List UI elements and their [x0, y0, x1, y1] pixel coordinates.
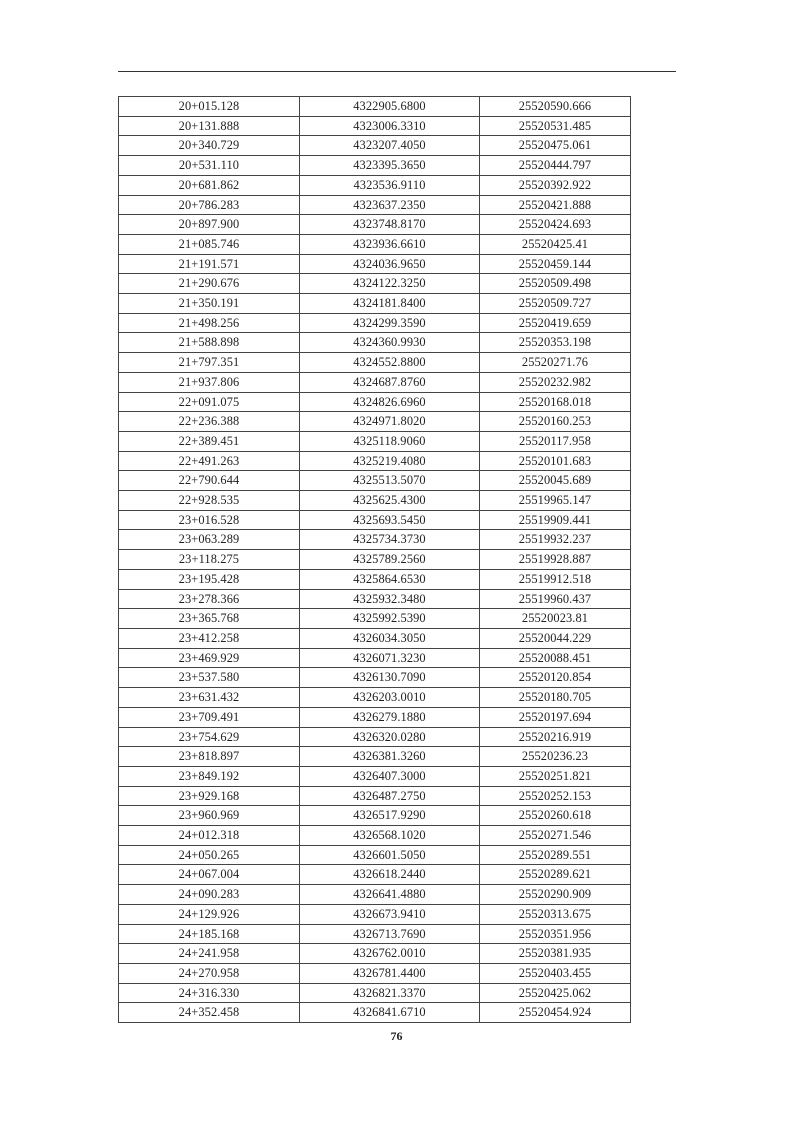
- northing-cell: 4325513.5070: [300, 471, 480, 491]
- table-row: [119, 274, 631, 294]
- station-cell: 23+016.528: [119, 510, 300, 530]
- northing-cell: 4326071.3230: [300, 648, 480, 668]
- easting-cell: 25520232.982: [480, 372, 631, 392]
- easting-cell: 25520403.455: [480, 963, 631, 983]
- northing-cell: 4326487.2750: [300, 786, 480, 806]
- station-cell: 23+365.768: [119, 609, 300, 629]
- station-cell: 23+754.629: [119, 727, 300, 747]
- easting-cell: 25520509.727: [480, 294, 631, 314]
- easting-cell: 25520454.924: [480, 1003, 631, 1023]
- northing-cell: 4325118.9060: [300, 431, 480, 451]
- easting-cell: 25520023.81: [480, 609, 631, 629]
- northing-cell: 4323748.8170: [300, 215, 480, 235]
- northing-cell: 4323207.4050: [300, 136, 480, 156]
- northing-cell: 4326641.4880: [300, 885, 480, 905]
- station-cell: 21+191.571: [119, 254, 300, 274]
- station-cell: 24+090.283: [119, 885, 300, 905]
- northing-cell: 4326203.0010: [300, 688, 480, 708]
- table-row: [119, 254, 631, 274]
- table-row: [119, 372, 631, 392]
- station-cell: 23+278.366: [119, 589, 300, 609]
- northing-cell: 4324299.3590: [300, 313, 480, 333]
- easting-cell: 25520392.922: [480, 175, 631, 195]
- table-row: [119, 195, 631, 215]
- northing-cell: 4324687.8760: [300, 372, 480, 392]
- northing-cell: 4325734.3730: [300, 530, 480, 550]
- table-row: [119, 924, 631, 944]
- northing-cell: 4326762.0010: [300, 944, 480, 964]
- station-cell: 22+236.388: [119, 412, 300, 432]
- easting-cell: 25520424.693: [480, 215, 631, 235]
- northing-cell: 4322905.6800: [300, 97, 480, 117]
- easting-cell: 25520290.909: [480, 885, 631, 905]
- table-row: [119, 175, 631, 195]
- station-cell: 23+849.192: [119, 766, 300, 786]
- northing-cell: 4324181.8400: [300, 294, 480, 314]
- easting-cell: 25520271.76: [480, 353, 631, 373]
- table-row: [119, 865, 631, 885]
- easting-cell: 25519928.887: [480, 550, 631, 570]
- page-number: 76: [390, 1029, 403, 1043]
- northing-cell: 4325932.3480: [300, 589, 480, 609]
- northing-cell: 4326320.0280: [300, 727, 480, 747]
- table-row: [119, 294, 631, 314]
- easting-cell: 25520044.229: [480, 628, 631, 648]
- table-row: [119, 234, 631, 254]
- easting-cell: 25520444.797: [480, 156, 631, 176]
- table-row: [119, 826, 631, 846]
- easting-cell: 25520271.546: [480, 826, 631, 846]
- northing-cell: 4326381.3260: [300, 747, 480, 767]
- station-cell: 21+588.898: [119, 333, 300, 353]
- table-row: [119, 412, 631, 432]
- northing-cell: 4326781.4400: [300, 963, 480, 983]
- station-cell: 24+185.168: [119, 924, 300, 944]
- northing-cell: 4323006.3310: [300, 116, 480, 136]
- station-cell: 23+929.168: [119, 786, 300, 806]
- table-row: [119, 353, 631, 373]
- table-row: [119, 116, 631, 136]
- station-cell: 20+131.888: [119, 116, 300, 136]
- northing-cell: 4323536.9110: [300, 175, 480, 195]
- station-cell: 23+195.428: [119, 569, 300, 589]
- northing-cell: 4324826.6960: [300, 392, 480, 412]
- northing-cell: 4326841.6710: [300, 1003, 480, 1023]
- table-row: [119, 451, 631, 471]
- station-cell: 20+531.110: [119, 156, 300, 176]
- northing-cell: 4326821.3370: [300, 983, 480, 1003]
- table-row: [119, 471, 631, 491]
- table-row: [119, 97, 631, 117]
- northing-cell: 4325789.2560: [300, 550, 480, 570]
- northing-cell: 4326601.5050: [300, 845, 480, 865]
- station-cell: 23+063.289: [119, 530, 300, 550]
- easting-cell: 25520260.618: [480, 806, 631, 826]
- table-row: [119, 431, 631, 451]
- table-row: [119, 609, 631, 629]
- easting-cell: 25519932.237: [480, 530, 631, 550]
- table-row: [119, 766, 631, 786]
- easting-cell: 25520313.675: [480, 904, 631, 924]
- northing-cell: 4325625.4300: [300, 491, 480, 511]
- easting-cell: 25520045.689: [480, 471, 631, 491]
- northing-cell: 4324036.9650: [300, 254, 480, 274]
- northing-cell: 4324552.8800: [300, 353, 480, 373]
- table-row: [119, 392, 631, 412]
- table-row: [119, 333, 631, 353]
- easting-cell: 25520216.919: [480, 727, 631, 747]
- northing-cell: 4323395.3650: [300, 156, 480, 176]
- easting-cell: 25520117.958: [480, 431, 631, 451]
- easting-cell: 25520509.498: [480, 274, 631, 294]
- station-cell: 22+928.535: [119, 491, 300, 511]
- northing-cell: 4326618.2440: [300, 865, 480, 885]
- station-cell: 21+937.806: [119, 372, 300, 392]
- table-row: [119, 136, 631, 156]
- northing-cell: 4324122.3250: [300, 274, 480, 294]
- station-cell: 20+681.862: [119, 175, 300, 195]
- station-cell: 24+352.458: [119, 1003, 300, 1023]
- table-row: [119, 569, 631, 589]
- northing-cell: 4326568.1020: [300, 826, 480, 846]
- easting-cell: 25519960.437: [480, 589, 631, 609]
- table-row: [119, 628, 631, 648]
- easting-cell: 25520531.485: [480, 116, 631, 136]
- easting-cell: 25520088.451: [480, 648, 631, 668]
- table-row: [119, 313, 631, 333]
- station-cell: 20+340.729: [119, 136, 300, 156]
- station-cell: 23+709.491: [119, 707, 300, 727]
- table-row: [119, 688, 631, 708]
- station-cell: 21+290.676: [119, 274, 300, 294]
- table-row: [119, 648, 631, 668]
- table-row: [119, 904, 631, 924]
- station-cell: 22+091.075: [119, 392, 300, 412]
- station-cell: 22+790.644: [119, 471, 300, 491]
- easting-cell: 25520120.854: [480, 668, 631, 688]
- station-cell: 23+631.432: [119, 688, 300, 708]
- station-cell: 24+270.958: [119, 963, 300, 983]
- table-row: [119, 510, 631, 530]
- station-cell: 24+067.004: [119, 865, 300, 885]
- easting-cell: 25520459.144: [480, 254, 631, 274]
- northing-cell: 4326517.9290: [300, 806, 480, 826]
- station-cell: 21+797.351: [119, 353, 300, 373]
- northing-cell: 4324360.9930: [300, 333, 480, 353]
- easting-cell: 25520168.018: [480, 392, 631, 412]
- station-cell: 24+241.958: [119, 944, 300, 964]
- table-row: [119, 806, 631, 826]
- easting-cell: 25520251.821: [480, 766, 631, 786]
- northing-cell: 4326673.9410: [300, 904, 480, 924]
- easting-cell: 25520236.23: [480, 747, 631, 767]
- table-row: [119, 491, 631, 511]
- station-cell: 24+129.926: [119, 904, 300, 924]
- northing-cell: 4324971.8020: [300, 412, 480, 432]
- table-row: [119, 845, 631, 865]
- table-row: [119, 747, 631, 767]
- station-cell: 24+012.318: [119, 826, 300, 846]
- easting-cell: 25520475.061: [480, 136, 631, 156]
- table-row: [119, 215, 631, 235]
- coordinate-table-body: [119, 97, 631, 1023]
- northing-cell: 4325864.6530: [300, 569, 480, 589]
- table-row: [119, 550, 631, 570]
- easting-cell: 25519912.518: [480, 569, 631, 589]
- table-row: [119, 983, 631, 1003]
- northing-cell: 4325693.5450: [300, 510, 480, 530]
- header-rule: [118, 71, 676, 72]
- table-row: [119, 727, 631, 747]
- table-row: [119, 1003, 631, 1023]
- station-cell: 23+118.275: [119, 550, 300, 570]
- coordinate-table: [118, 96, 631, 1023]
- table-row: [119, 944, 631, 964]
- northing-cell: 4325992.5390: [300, 609, 480, 629]
- station-cell: 21+085.746: [119, 234, 300, 254]
- station-cell: 21+350.191: [119, 294, 300, 314]
- station-cell: 23+818.897: [119, 747, 300, 767]
- station-cell: 23+960.969: [119, 806, 300, 826]
- northing-cell: 4326407.3000: [300, 766, 480, 786]
- easting-cell: 25520101.683: [480, 451, 631, 471]
- easting-cell: 25520353.198: [480, 333, 631, 353]
- easting-cell: 25520351.956: [480, 924, 631, 944]
- easting-cell: 25520590.666: [480, 97, 631, 117]
- table-row: [119, 885, 631, 905]
- easting-cell: 25519909.441: [480, 510, 631, 530]
- table-row: [119, 786, 631, 806]
- northing-cell: 4323637.2350: [300, 195, 480, 215]
- easting-cell: 25520419.659: [480, 313, 631, 333]
- station-cell: 23+469.929: [119, 648, 300, 668]
- table-row: [119, 589, 631, 609]
- easting-cell: 25519965.147: [480, 491, 631, 511]
- station-cell: 22+491.263: [119, 451, 300, 471]
- station-cell: 24+316.330: [119, 983, 300, 1003]
- table-row: [119, 707, 631, 727]
- table-row: [119, 668, 631, 688]
- northing-cell: 4326034.3050: [300, 628, 480, 648]
- station-cell: 23+412.258: [119, 628, 300, 648]
- station-cell: 24+050.265: [119, 845, 300, 865]
- station-cell: 20+015.128: [119, 97, 300, 117]
- northing-cell: 4326713.7690: [300, 924, 480, 944]
- easting-cell: 25520160.253: [480, 412, 631, 432]
- northing-cell: 4323936.6610: [300, 234, 480, 254]
- table-row: [119, 156, 631, 176]
- easting-cell: 25520289.551: [480, 845, 631, 865]
- station-cell: 22+389.451: [119, 431, 300, 451]
- station-cell: 23+537.580: [119, 668, 300, 688]
- easting-cell: 25520180.705: [480, 688, 631, 708]
- station-cell: 21+498.256: [119, 313, 300, 333]
- easting-cell: 25520425.062: [480, 983, 631, 1003]
- northing-cell: 4326130.7090: [300, 668, 480, 688]
- easting-cell: 25520289.621: [480, 865, 631, 885]
- northing-cell: 4325219.4080: [300, 451, 480, 471]
- easting-cell: 25520425.41: [480, 234, 631, 254]
- station-cell: 20+897.900: [119, 215, 300, 235]
- table-row: [119, 530, 631, 550]
- station-cell: 20+786.283: [119, 195, 300, 215]
- easting-cell: 25520252.153: [480, 786, 631, 806]
- easting-cell: 25520381.935: [480, 944, 631, 964]
- easting-cell: 25520421.888: [480, 195, 631, 215]
- easting-cell: 25520197.694: [480, 707, 631, 727]
- northing-cell: 4326279.1880: [300, 707, 480, 727]
- table-row: [119, 963, 631, 983]
